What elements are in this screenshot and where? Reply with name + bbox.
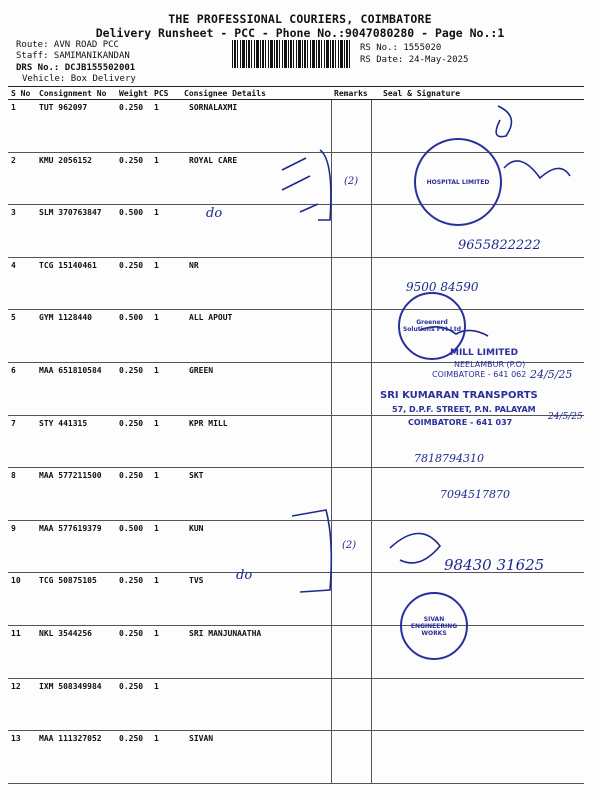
cell-pcs: 1 [151,731,181,784]
cell-sno: 11 [8,625,36,678]
sivan-stamp: SIVAN ENGINEERING WORKS [400,592,468,660]
cell-consignment-no: TCG 15140461 [36,257,116,310]
cell-weight: 0.500 [116,310,151,363]
cell-sno: 9 [8,520,36,573]
cell-sno: 13 [8,731,36,784]
route-label: Route: AVN ROAD PCC [16,40,119,50]
cell-weight: 0.250 [116,625,151,678]
kpr-stamp-name: MILL LIMITED [450,348,519,358]
cell-pcs: 1 [151,310,181,363]
col-header-pcs: PCS [151,87,181,100]
cell-sno: 10 [8,573,36,626]
cell-consignee: NR [181,257,331,310]
signature-2 [504,161,570,178]
bracket-11-12 [292,510,331,592]
cell-pcs: 1 [151,625,181,678]
cell-consignee: ALL APOUT [181,310,331,363]
hospital-stamp: HOSPITAL LIMITED [414,138,502,226]
phone-10: 7094517870 [440,488,510,501]
cell-consignment-no: NKL 3544256 [36,625,116,678]
cell-sno: 12 [8,678,36,731]
phone-4: 9655822222 [458,238,541,253]
cell-sno: 5 [8,310,36,363]
cell-sno: 2 [8,152,36,205]
cell-consignee: GREEN [181,362,331,415]
signature-1 [496,106,511,137]
cell-weight: 0.250 [116,152,151,205]
cell-pcs: 1 [151,257,181,310]
col-header-seal: Seal & Signature [371,87,584,100]
col-header-sno: S No [8,87,36,100]
cell-weight: 0.250 [116,678,151,731]
runsheet-subtitle: Delivery Runsheet - PCC - Phone No.:9047080280 - Page No.:1 [95,26,505,40]
vehicle-label: Vehicle: Box Delivery [22,74,136,84]
cell-pcs: 1 [151,520,181,573]
remark-3: (2) [344,176,359,187]
cell-consignment-no: TUT 962097 [36,100,116,153]
bracket-2-3 [318,150,331,220]
kpr-stamp-addr2: COIMBATORE - 641 062 [432,370,527,379]
cell-consignment-no: MAA 577619379 [36,520,116,573]
col-header-remarks: Remarks [331,87,371,100]
cell-consignee: SRI MANJUNAATHA [181,625,331,678]
company-title: THE PROFESSIONAL COURIERS, COIMBATORE [168,12,432,26]
signature-12 [390,533,440,562]
phone-9: 7818794310 [414,452,484,465]
remark-12: (2) [342,540,357,551]
cell-weight: 0.250 [116,100,151,153]
cell-sno: 6 [8,362,36,415]
cell-consignee: SIVAN [181,731,331,784]
cell-consignment-no: MAA 651810584 [36,362,116,415]
cell-sno: 1 [8,100,36,153]
cell-sno: 3 [8,205,36,258]
cell-weight: 0.250 [116,415,151,468]
cell-pcs: 1 [151,152,181,205]
ditto-mark-12: do [236,568,253,583]
drs-number: DRS No.: DCJB155502001 [16,63,136,73]
cell-consignment-no: IXM 508349984 [36,678,116,731]
cell-consignment-no: GYM 1128440 [36,310,116,363]
cell-consignee: TVS [181,573,331,626]
col-header-consignee: Consignee Details [181,87,331,100]
kumaran-stamp-city: COIMBATORE - 641 037 [408,418,513,427]
cell-consignee: ROYAL CARE [181,152,331,205]
cell-consignment-no: STY 441315 [36,415,116,468]
greenerd-stamp: Greenerd Solutions Pvt Ltd [398,292,466,360]
cell-pcs: 1 [151,468,181,521]
rs-date: RS Date: 24-May-2025 [360,55,469,65]
cell-consignment-no: KMU 2056152 [36,152,116,205]
staff-label: Staff: SAMIMANIKANDAN [16,51,130,61]
cell-weight: 0.250 [116,573,151,626]
cell-weight: 0.250 [116,731,151,784]
phone-5: 9500 84590 [406,280,479,294]
kpr-stamp-addr1: NEELAMBUR (P.O) [454,360,526,369]
date-8: 24/5/25 [548,412,583,422]
cell-pcs: 1 [151,362,181,415]
phone-12: 98430 31625 [444,556,545,574]
cell-pcs: 1 [151,678,181,731]
kumaran-stamp-name: SRI KUMARAN TRANSPORTS [380,390,538,401]
tick-strokes-2-3 [282,158,318,212]
cell-consignee: SORNALAXMI [181,100,331,153]
rs-number: RS No.: 1555020 [360,43,442,53]
cell-consignee: SKT [181,468,331,521]
cell-consignee: KUN [181,520,331,573]
ditto-mark-3: do [206,206,223,221]
cell-weight: 0.500 [116,205,151,258]
col-header-weight: Weight [116,87,151,100]
col-header-consignment: Consignment No [36,87,116,100]
cell-sno: 7 [8,415,36,468]
cell-pcs: 1 [151,573,181,626]
cell-weight: 0.250 [116,362,151,415]
cell-consignment-no: MAA 111327052 [36,731,116,784]
cell-pcs: 1 [151,415,181,468]
cell-consignment-no: TCG 50875105 [36,573,116,626]
cell-pcs: 1 [151,205,181,258]
cell-weight: 0.500 [116,520,151,573]
cell-sno: 4 [8,257,36,310]
cell-weight: 0.250 [116,468,151,521]
cell-consignment-no: SLM 370763847 [36,205,116,258]
cell-pcs: 1 [151,100,181,153]
date-7: 24/5/25 [530,368,573,381]
cell-sno: 8 [8,468,36,521]
kumaran-stamp-addr: 57, D.P.F. STREET, P.N. PALAYAM [392,405,536,414]
cell-consignee: KPR MILL [181,415,331,468]
cell-weight: 0.250 [116,257,151,310]
cell-consignment-no: MAA 577211500 [36,468,116,521]
